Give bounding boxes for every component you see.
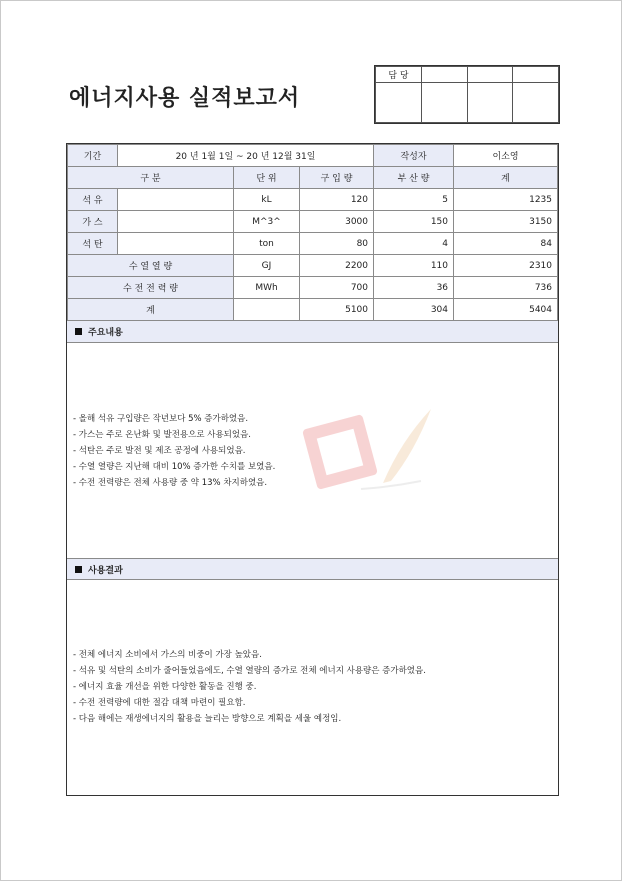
list-item: - 수전 전력량은 전체 사용량 중 약 13% 차지하였음.: [73, 478, 268, 488]
section-main-title: 주요내용: [88, 328, 123, 338]
list-item: - 수열 열량은 지난해 대비 10% 증가한 수치를 보였음.: [73, 462, 276, 472]
approval-sign-cell: [422, 83, 468, 123]
square-bullet-icon: [75, 566, 82, 573]
row-byproduct: 36: [374, 277, 454, 299]
list-item: - 석유 및 석탄의 소비가 줄어들었음에도, 수열 열량의 증가로 전체 에너지 사용량은 증가하였음.: [73, 666, 426, 676]
row-total: 3150: [454, 211, 558, 233]
column-purchase: 구 입 량: [300, 167, 374, 189]
approval-sign-cell: [467, 83, 513, 123]
row-purchase: 5100: [300, 299, 374, 321]
row-purchase: 3000: [300, 211, 374, 233]
approval-header-cell: [513, 67, 559, 83]
period-value: 20 년 1월 1일 ~ 20 년 12월 31일: [118, 145, 374, 167]
row-purchase: 700: [300, 277, 374, 299]
column-category: 구 분: [68, 167, 234, 189]
row-purchase: 120: [300, 189, 374, 211]
row-purchase: 80: [300, 233, 374, 255]
row-byproduct: 5: [374, 189, 454, 211]
row-purchase: 2200: [300, 255, 374, 277]
period-label: 기간: [68, 145, 118, 167]
table-row: [68, 233, 558, 255]
author-label: 작성자: [374, 145, 454, 167]
row-byproduct: 110: [374, 255, 454, 277]
section-main-lines: [73, 411, 275, 491]
approval-header-cell: [467, 67, 513, 83]
row-label: 석 유: [68, 189, 118, 211]
row-label: 가 스: [68, 211, 118, 233]
row-total: 736: [454, 277, 558, 299]
row-total: 1235: [454, 189, 558, 211]
table-row-total: [68, 299, 558, 321]
approval-sign-cell: [513, 83, 559, 123]
list-item: - 수전 전력량에 대한 절감 대책 마련이 필요함.: [73, 698, 246, 708]
list-item: - 올해 석유 구입량은 작년보다 5% 증가하였음.: [73, 414, 249, 424]
row-detail: [118, 233, 234, 255]
row-label: 수 전 전 력 량: [68, 277, 234, 299]
row-label: 석 탄: [68, 233, 118, 255]
list-item: - 전체 에너지 소비에서 가스의 비중이 가장 높았음.: [73, 650, 262, 660]
row-unit: GJ: [234, 255, 300, 277]
row-detail: [118, 211, 234, 233]
approval-box: [374, 65, 560, 124]
section-main-header: [67, 321, 558, 343]
approval-label: 담 당: [376, 67, 422, 83]
table-row: [68, 277, 558, 299]
author-value: 이소영: [454, 145, 558, 167]
section-result-title: 사용결과: [88, 565, 123, 576]
column-byproduct: 부 산 량: [374, 167, 454, 189]
list-item: - 다음 해에는 재생에너지의 활용을 늘리는 방향으로 계획을 세울 예정임.: [73, 714, 342, 724]
row-total: 84: [454, 233, 558, 255]
document-title: 에너지사용 실적보고서: [69, 86, 301, 111]
square-bullet-icon: [75, 328, 82, 335]
section-result-body: [67, 580, 558, 795]
row-unit: kL: [234, 189, 300, 211]
section-result-lines: [73, 647, 426, 727]
approval-header-cell: [422, 67, 468, 83]
row-detail: [118, 189, 234, 211]
table-row: [68, 255, 558, 277]
approval-sign-cell: [376, 83, 422, 123]
list-item: - 석탄은 주로 발전 및 제조 공정에 사용되었음.: [73, 446, 246, 456]
table-row: [68, 189, 558, 211]
row-byproduct: 4: [374, 233, 454, 255]
row-total: 2310: [454, 255, 558, 277]
row-unit: ton: [234, 233, 300, 255]
row-total: 5404: [454, 299, 558, 321]
report-body: [66, 143, 559, 796]
row-byproduct: 304: [374, 299, 454, 321]
row-unit: [234, 299, 300, 321]
list-item: - 에너지 효율 개선을 위한 다양한 활동을 진행 중.: [73, 682, 257, 692]
energy-table: [67, 144, 558, 321]
row-unit: MWh: [234, 277, 300, 299]
table-row: [68, 211, 558, 233]
row-unit: M^3^: [234, 211, 300, 233]
column-unit: 단 위: [234, 167, 300, 189]
section-result-header: [67, 558, 558, 580]
column-total: 계: [454, 167, 558, 189]
section-main-body: [67, 343, 558, 558]
row-label: 계: [68, 299, 234, 321]
row-byproduct: 150: [374, 211, 454, 233]
list-item: - 가스는 주로 온난화 및 발전용으로 사용되었음.: [73, 430, 251, 440]
row-label: 수 열 열 량: [68, 255, 234, 277]
